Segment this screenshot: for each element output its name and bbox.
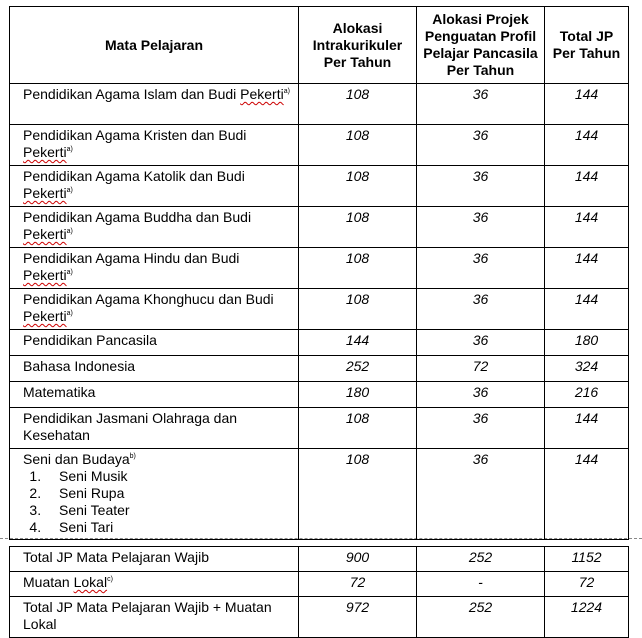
subject-cell: Pendidikan Agama Islam dan Budi Pekerti$^{a)}$ <box>10 84 299 125</box>
intra-cell: 180 <box>299 382 417 408</box>
total-cell: 144 <box>545 449 629 540</box>
total-cell: 1224 <box>545 597 629 638</box>
header-intrakurikuler: Alokasi Intrakurikuler Per Tahun <box>299 7 417 84</box>
table-row <box>10 84 629 125</box>
subject-cell: Pendidikan Jasmani Olahraga dan Kesehatan <box>10 408 299 449</box>
subject-cell: Seni dan Budaya$^{b)}$ 1. Seni Musik 2. Seni Rupa 3. Seni Teater 4. Seni Tari <box>10 449 299 540</box>
intra-cell: 108 <box>299 289 417 330</box>
curriculum-table-container <box>9 6 628 638</box>
header-total: Total JP Per Tahun <box>545 7 629 84</box>
spellcheck-word: Pekerti <box>23 226 67 242</box>
spellcheck-word: Lokal <box>73 574 108 590</box>
total-row <box>10 597 629 638</box>
total-cell: 144 <box>545 289 629 330</box>
curriculum-table <box>9 6 629 638</box>
list-item: 1. Seni Musik <box>45 468 292 485</box>
total-cell: 144 <box>545 408 629 449</box>
projek-cell: 36 <box>417 125 545 166</box>
projek-cell: 36 <box>417 408 545 449</box>
list-item: 2. Seni Rupa <box>45 485 292 502</box>
intra-cell: 108 <box>299 248 417 289</box>
subject-cell: Pendidikan Pancasila <box>10 330 299 356</box>
spellcheck-word: Pekerti <box>23 267 67 283</box>
total-row <box>10 572 629 597</box>
subject-cell: Muatan Lokal$^{c)}$ <box>10 572 299 597</box>
projek-cell: 36 <box>417 449 545 540</box>
projek-cell: 36 <box>417 248 545 289</box>
total-cell: 144 <box>545 207 629 248</box>
subject-cell: Matematika <box>10 382 299 408</box>
table-row <box>10 125 629 166</box>
spellcheck-word: Pekerti <box>240 86 284 102</box>
total-cell: 144 <box>545 166 629 207</box>
projek-cell: 252 <box>417 547 545 572</box>
spellcheck-word: Pekerti <box>23 185 67 201</box>
total-cell: 144 <box>545 84 629 125</box>
total-cell: 180 <box>545 330 629 356</box>
total-cell: 1152 <box>545 547 629 572</box>
subject-cell: Pendidikan Agama Kristen dan Budi Pekerti$^{a)}$ <box>10 125 299 166</box>
intra-cell: 72 <box>299 572 417 597</box>
table-row <box>10 289 629 330</box>
spellcheck-word: Pekerti <box>23 308 67 324</box>
intra-cell: 108 <box>299 207 417 248</box>
projek-cell: 36 <box>417 84 545 125</box>
table-row <box>10 248 629 289</box>
projek-cell: 36 <box>417 382 545 408</box>
subject-cell: Pendidikan Agama Katolik dan Budi Pekerti$^{a)}$ <box>10 166 299 207</box>
intra-cell: 252 <box>299 356 417 382</box>
list-item: 4. Seni Tari <box>45 519 292 536</box>
seni-list <box>23 468 292 536</box>
subject-cell: Bahasa Indonesia <box>10 356 299 382</box>
intra-cell: 108 <box>299 84 417 125</box>
page-gap <box>10 540 629 547</box>
projek-cell: 72 <box>417 356 545 382</box>
projek-cell: 36 <box>417 166 545 207</box>
projek-cell: 36 <box>417 289 545 330</box>
subject-cell: Pendidikan Agama Hindu dan Budi Pekerti$^{a)}$ <box>10 248 299 289</box>
list-item: 3. Seni Teater <box>45 502 292 519</box>
intra-cell: 108 <box>299 408 417 449</box>
table-row <box>10 356 629 382</box>
table-row <box>10 166 629 207</box>
table-row <box>10 330 629 356</box>
total-cell: 144 <box>545 125 629 166</box>
projek-cell: 36 <box>417 330 545 356</box>
intra-cell: 108 <box>299 166 417 207</box>
intra-cell: 144 <box>299 330 417 356</box>
total-cell: 72 <box>545 572 629 597</box>
intra-cell: 972 <box>299 597 417 638</box>
header-subject: Mata Pelajaran <box>10 7 299 84</box>
table-row <box>10 207 629 248</box>
table-row <box>10 408 629 449</box>
intra-cell: 108 <box>299 449 417 540</box>
intra-cell: 900 <box>299 547 417 572</box>
table-row <box>10 382 629 408</box>
projek-cell: - <box>417 572 545 597</box>
header-row <box>10 7 629 84</box>
projek-cell: 252 <box>417 597 545 638</box>
projek-cell: 36 <box>417 207 545 248</box>
header-projek: Alokasi Projek Penguatan Profil Pelajar Pancasila Per Tahun <box>417 7 545 84</box>
total-cell: 144 <box>545 248 629 289</box>
intra-cell: 108 <box>299 125 417 166</box>
table-row-seni-budaya <box>10 449 629 540</box>
total-cell: 216 <box>545 382 629 408</box>
subject-cell: Total JP Mata Pelajaran Wajib <box>10 547 299 572</box>
subject-cell: Total JP Mata Pelajaran Wajib + Muatan Lokal <box>10 597 299 638</box>
spellcheck-word: Pekerti <box>23 144 67 160</box>
total-cell: 324 <box>545 356 629 382</box>
subject-cell: Pendidikan Agama Buddha dan Budi Pekerti$^{a)}$ <box>10 207 299 248</box>
total-row <box>10 547 629 572</box>
subject-cell: Pendidikan Agama Khonghucu dan Budi Pekerti$^{a)}$ <box>10 289 299 330</box>
